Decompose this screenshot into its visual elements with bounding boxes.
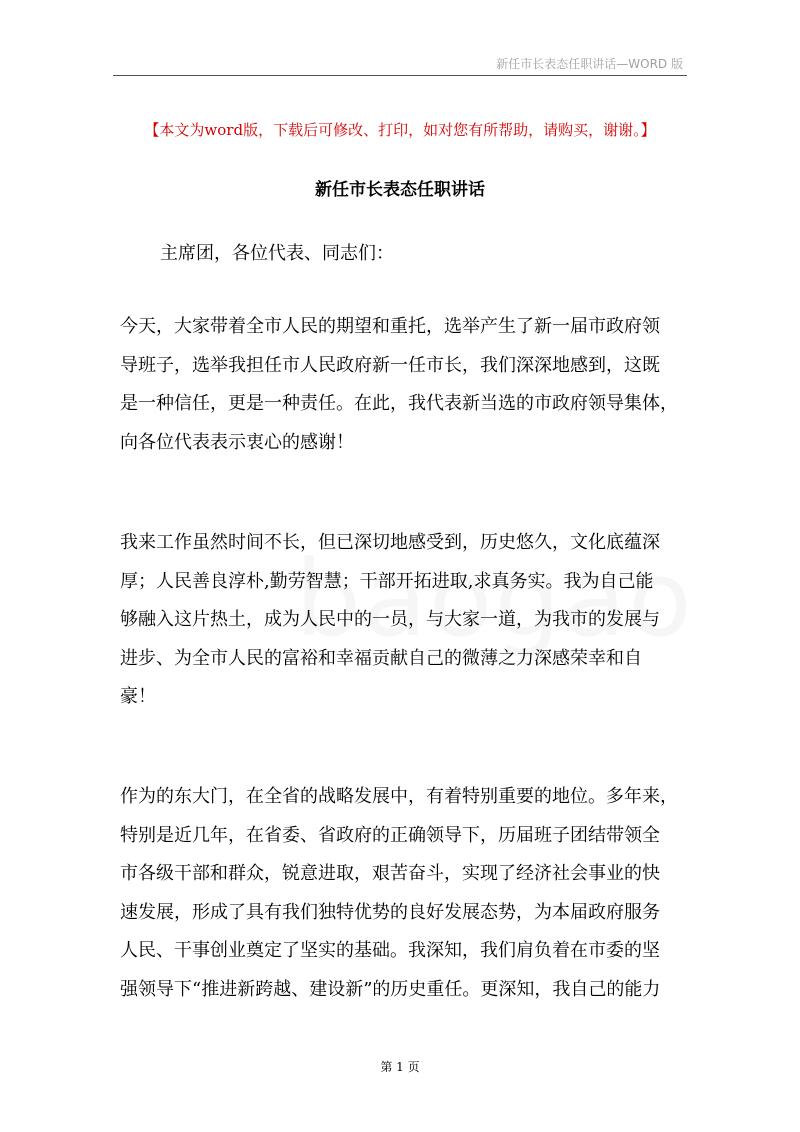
paragraph-line: 向各位代表表示衷心的感谢！ <box>120 431 354 453</box>
paragraph-line: 是一种信任，更是一种责任。在此，我代表新当选的市政府领导集体， <box>120 393 678 414</box>
paragraph-line: 速发展，形成了具有我们独特优势的良好发展态势，为本届政府服务 <box>120 901 660 923</box>
salutation: 主席团，各位代表、同志们： <box>160 243 394 264</box>
page-number: 第 1 页 <box>380 1060 420 1074</box>
paragraph-3 <box>120 778 678 1009</box>
purchase-notice: 【本文为word版，下载后可修改、打印，如对您有所帮助，请购买，谢谢。】 <box>144 121 656 139</box>
paragraph-2 <box>120 524 660 717</box>
header-divider <box>113 75 687 76</box>
paragraph-line: 人民、干事创业奠定了坚实的基础。我深知，我们肩负着在市委的坚 <box>120 940 660 961</box>
paragraph-line: 导班子，选举我担任市人民政府新一任市长，我们深深地感到，这既 <box>120 354 660 376</box>
paragraph-line: 厚；人民善良淳朴,勤劳智慧；干部开拓进取,求真务实。我为自己能 <box>120 570 654 592</box>
paragraph-line: 特别是近几年，在省委、省政府的正确领导下，历届班子团结带领全 <box>120 824 660 846</box>
paragraph-1 <box>120 308 678 462</box>
document-title: 新任市长表态任职讲话 <box>315 180 485 200</box>
paragraph-line: 进步、为全市人民的富裕和幸福贡献自己的微薄之力深感荣幸和自 <box>120 647 642 669</box>
paragraph-line: 今天，大家带着全市人民的期望和重托，选举产生了新一届市政府领 <box>120 316 660 337</box>
paragraph-line: 豪！ <box>120 686 156 707</box>
paragraph-line: 我来工作虽然时间不长，但已深切地感受到，历史悠久，文化底蕴深 <box>120 532 660 553</box>
paragraph-line: 市各级干部和群众，锐意进取，艰苦奋斗，实现了经济社会事业的快 <box>120 863 660 884</box>
document-header-label: 新任市长表态任职讲话—WORD 版 <box>496 57 683 71</box>
paragraph-line: 作为的东大门，在全省的战略发展中，有着特别重要的地位。多年来， <box>120 786 678 807</box>
paragraph-line: 够融入这片热土，成为人民中的一员，与大家一道，为我市的发展与 <box>120 609 660 630</box>
paragraph-line: 强领导下“推进新跨越、建设新”的历史重任。更深知，我自己的能力 <box>120 978 661 1000</box>
